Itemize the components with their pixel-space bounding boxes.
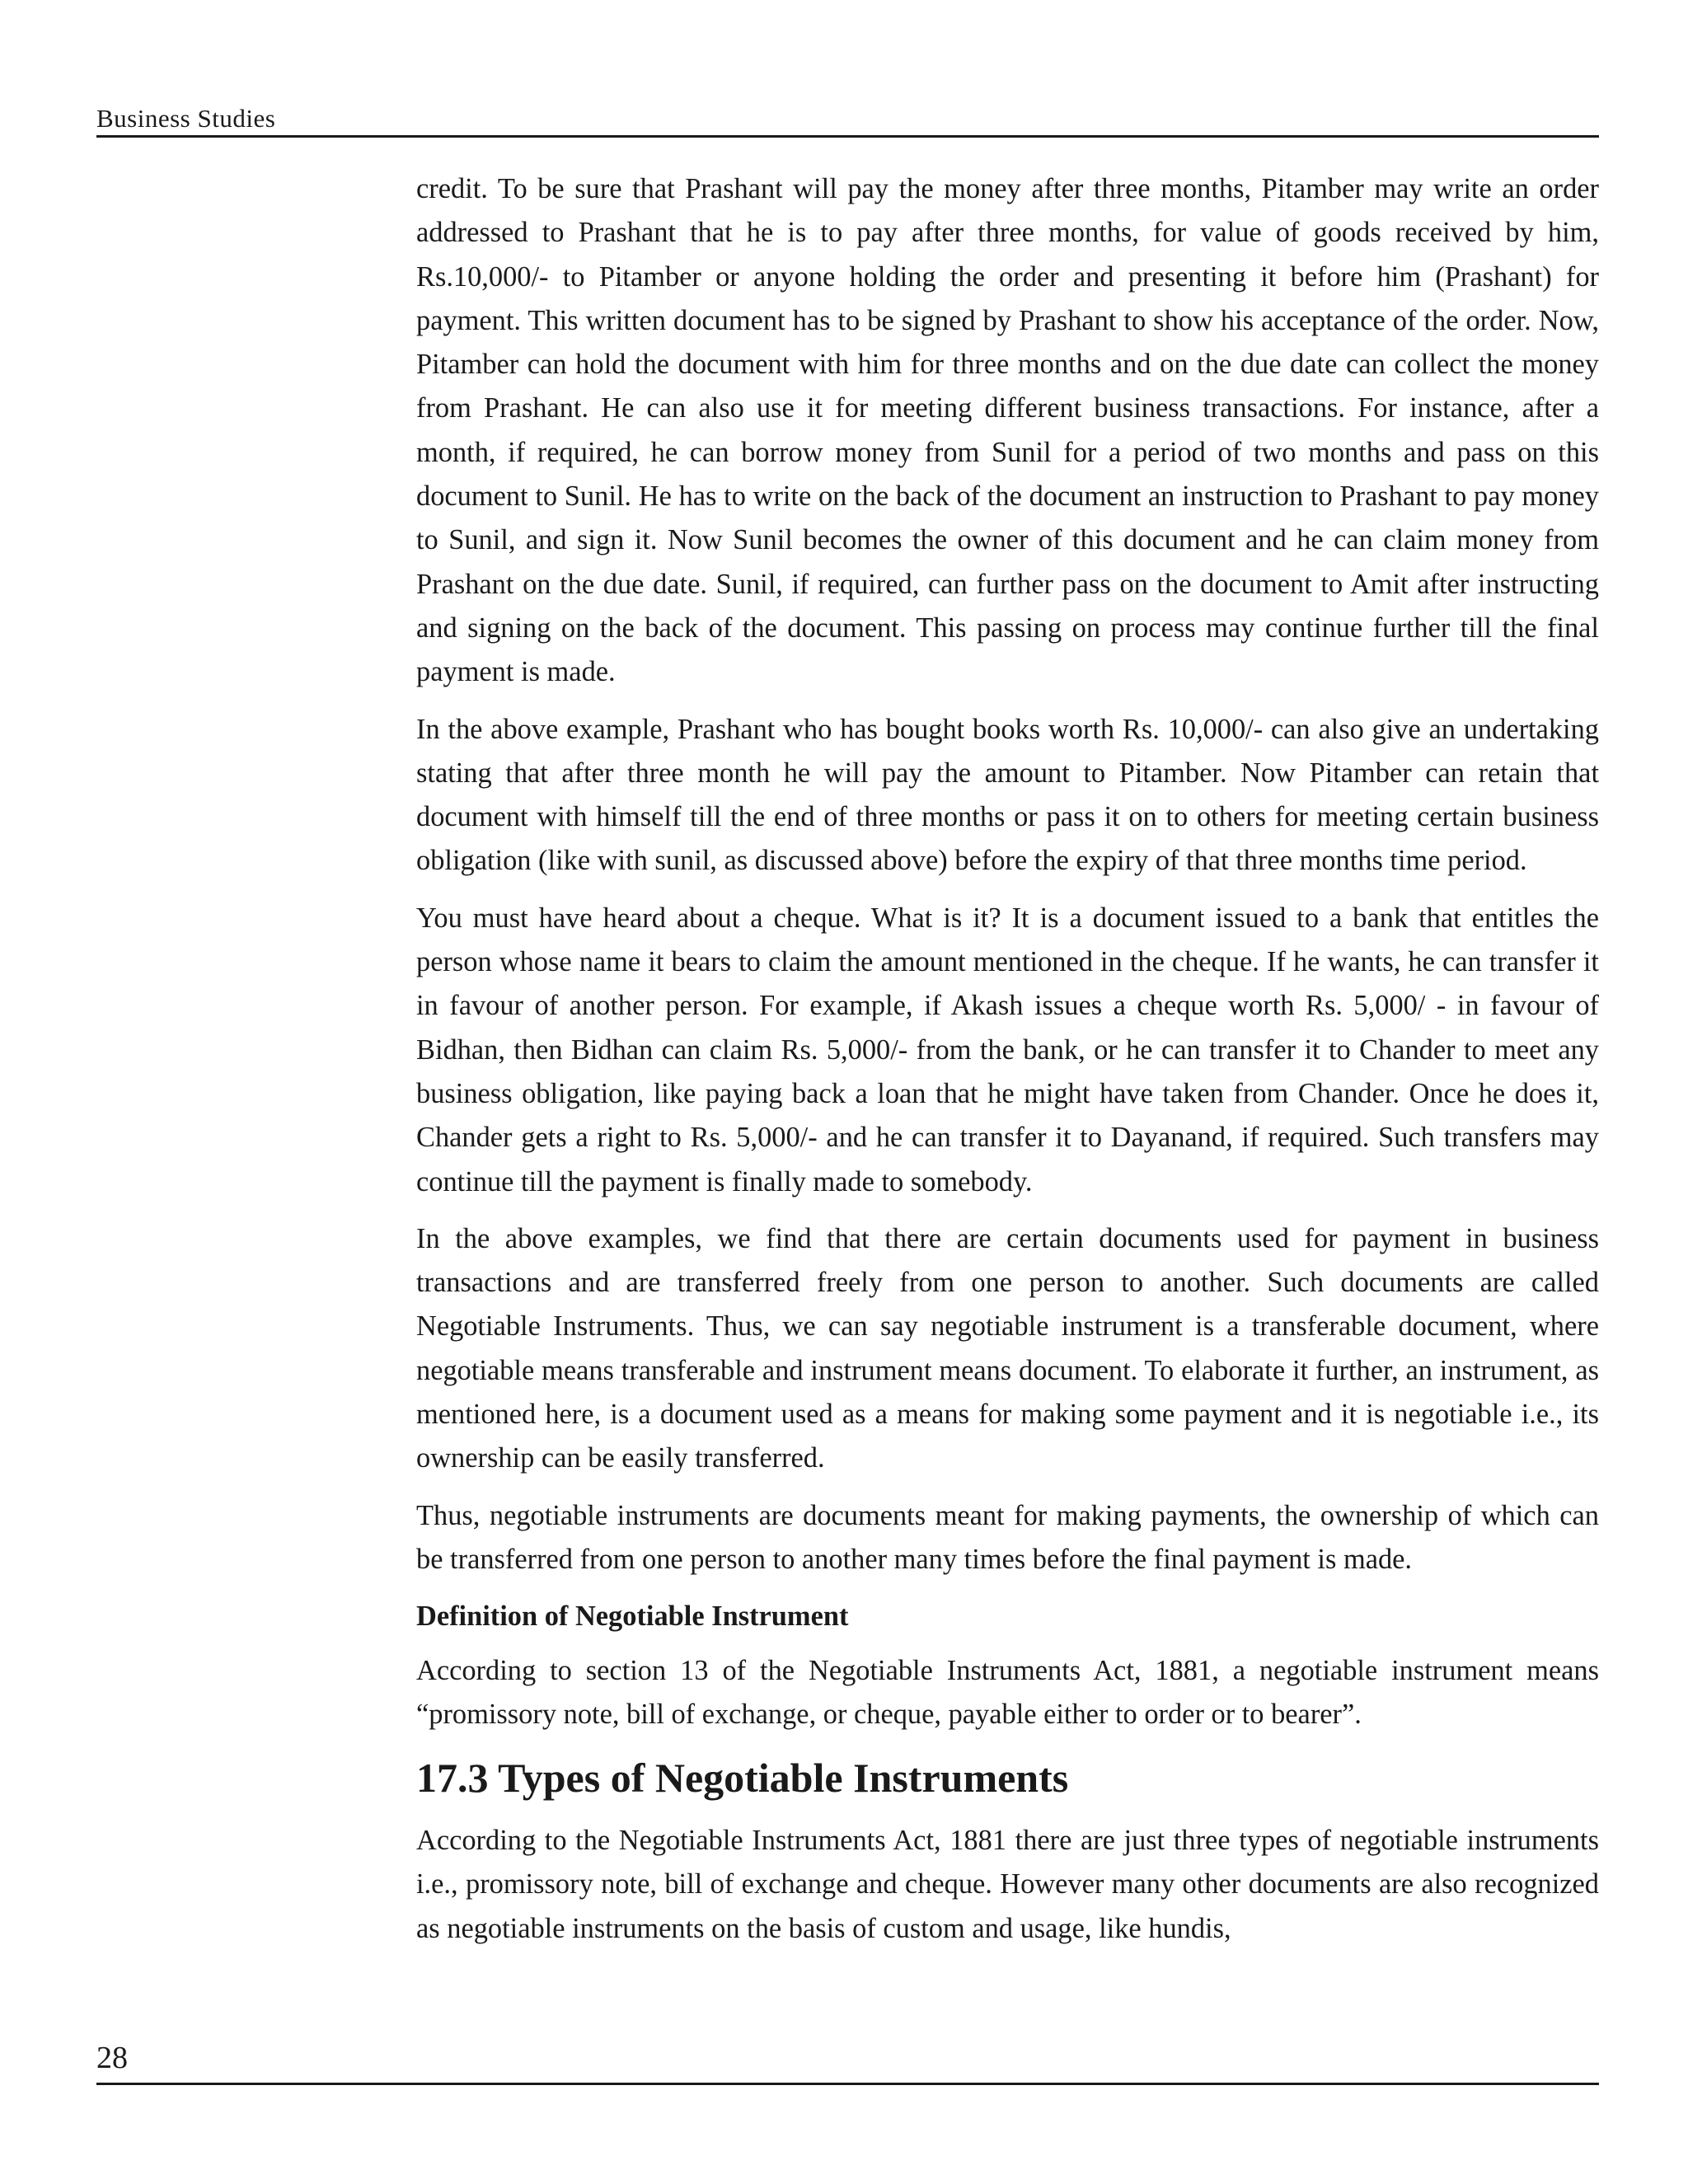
footer-rule [96, 2083, 1599, 2085]
running-head: Business Studies [96, 104, 276, 133]
body-paragraph: In the above example, Prashant who has bought books worth Rs. 10,000/- can also give an undertaking stating that after three month he will pay the amount to Pitamber. Now Pitamber can retain that document with himself till the end of three months or pass it on to others for meeting certain business obligation (like with sunil, as discussed above) before the expiry of that three months time period. [416, 713, 1599, 877]
section-paragraph: According to the Negotiable Instruments Act, 1881 there are just three types of negotiable instruments i.e., promissory note, bill of exchange and cheque. However many other documents are also recognized as negotiable instruments on the basis of custom and usage, like hundis, [416, 1825, 1599, 1944]
definition-heading: Definition of Negotiable Instrument [416, 1601, 849, 1633]
body-paragraph: Thus, negotiable instruments are documents meant for making payments, the ownership of which can be transferred from one person to another many times before the final payment is made. [416, 1499, 1599, 1575]
page-body [416, 167, 1599, 1964]
body-paragraph: In the above examples, we find that there are certain documents used for payment in business transactions and are transferred freely from one person to another. Such documents are called Negotiable Instruments. Thus, we can say negotiable instrument is a transferable document, where negotiable means transferable and instrument means document. To elaborate it further, an instrument, as mentioned here, is a document used as a means for making some payment and it is negotiable i.e., its ownership can be easily transferred. [416, 1222, 1599, 1474]
definition-paragraph: According to section 13 of the Negotiable Instruments Act, 1881, a negotiable instrument means “promissory note, bill of exchange, or cheque, payable either to order or to bearer”. [416, 1654, 1599, 1730]
header-rule [96, 135, 1599, 138]
section-heading: 17.3 Types of Negotiable Instruments [416, 1755, 1069, 1802]
body-paragraph: credit. To be sure that Prashant will pay the money after three months, Pitamber may write an order addressed to Prashant that he is to pay after three months, for value of goods received by him, Rs.10,000/- to Pitamber or anyone holding the order and presenting it before him (Prashant) for payment. This written document has to be signed by Prashant to show his acceptance of the order. Now, Pitamber can hold the document with him for three months and on the due date can collect the money from Prashant. He can also use it for meeting different business transactions. For instance, after a month, if required, he can borrow money from Sunil for a period of two months and pass on this document to Sunil. He has to write on the back of the document an instruction to Prashant to pay money to Sunil, and sign it. Now Sunil becomes the owner of this document and he can claim money from Prashant on the due date. Sunil, if required, can further pass on the document to Amit after instructing and signing on the back of the document. This passing on process may continue further till the final payment is made. [416, 173, 1599, 688]
page-number: 28 [96, 2041, 128, 2075]
body-paragraph: You must have heard about a cheque. What is it? It is a document issued to a bank that entitles the person whose name it bears to claim the amount mentioned in the cheque. If he wants, he can transfer it in favour of another person. For example, if Akash issues a cheque worth Rs. 5,000/ - in favour of Bidhan, then Bidhan can claim Rs. 5,000/- from the bank, or he can transfer it to Chander to meet any business obligation, like paying back a loan that he might have taken from Chander. Once he does it, Chander gets a right to Rs. 5,000/- and he can transfer it to Dayanand, if required. Such transfers may continue till the payment is finally made to somebody. [416, 902, 1599, 1197]
